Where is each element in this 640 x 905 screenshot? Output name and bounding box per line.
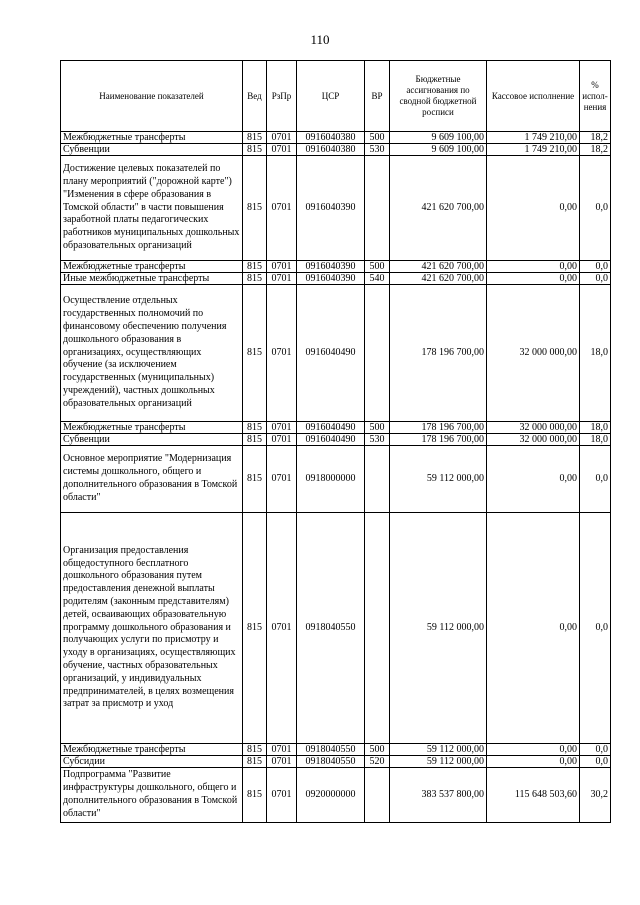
row-vr: 500 <box>365 422 390 434</box>
row-csr: 0920000000 <box>297 768 365 823</box>
row-pct: 18,0 <box>580 434 611 446</box>
row-cash: 0,00 <box>487 756 580 768</box>
row-ved: 815 <box>243 446 267 513</box>
row-name: Межбюджетные трансферты <box>61 261 243 273</box>
row-rzpr: 0701 <box>267 261 297 273</box>
header-pct: % испол-нения <box>580 61 611 132</box>
row-cash: 1 749 210,00 <box>487 144 580 156</box>
row-csr: 0916040490 <box>297 422 365 434</box>
budget-execution-table <box>60 60 611 823</box>
row-rzpr: 0701 <box>267 144 297 156</box>
row-ved: 815 <box>243 422 267 434</box>
row-rzpr: 0701 <box>267 446 297 513</box>
row-csr: 0918040550 <box>297 744 365 756</box>
table-row <box>61 261 611 273</box>
row-rzpr: 0701 <box>267 156 297 261</box>
table-row <box>61 273 611 285</box>
row-budget: 421 620 700,00 <box>390 261 487 273</box>
row-name: Межбюджетные трансферты <box>61 132 243 144</box>
row-ved: 815 <box>243 434 267 446</box>
row-cash: 0,00 <box>487 513 580 744</box>
row-vr: 520 <box>365 756 390 768</box>
row-cash: 0,00 <box>487 744 580 756</box>
row-budget: 59 112 000,00 <box>390 513 487 744</box>
row-budget: 421 620 700,00 <box>390 156 487 261</box>
row-budget: 178 196 700,00 <box>390 422 487 434</box>
row-cash: 0,00 <box>487 261 580 273</box>
row-pct: 18,2 <box>580 144 611 156</box>
header-row <box>61 61 611 132</box>
row-cash: 32 000 000,00 <box>487 285 580 422</box>
row-name: Иные межбюджетные трансферты <box>61 273 243 285</box>
header-name: Наименование показателей <box>61 61 243 132</box>
row-cash: 115 648 503,60 <box>487 768 580 823</box>
row-name: Субвенции <box>61 434 243 446</box>
row-name: Подпрограмма "Развитие инфраструктуры дошкольного, общего и дополнительного образования в Томской области" <box>61 768 243 823</box>
row-budget: 59 112 000,00 <box>390 756 487 768</box>
row-rzpr: 0701 <box>267 285 297 422</box>
row-ved: 815 <box>243 273 267 285</box>
header-budget: Бюджетные ассигнования по сводной бюджетной росписи <box>390 61 487 132</box>
table-row <box>61 768 611 823</box>
row-csr: 0916040490 <box>297 285 365 422</box>
row-ved: 815 <box>243 768 267 823</box>
row-ved: 815 <box>243 144 267 156</box>
header-rzpr: РзПр <box>267 61 297 132</box>
row-pct: 18,0 <box>580 422 611 434</box>
row-rzpr: 0701 <box>267 768 297 823</box>
row-csr: 0916040380 <box>297 132 365 144</box>
row-name: Межбюджетные трансферты <box>61 422 243 434</box>
row-name: Организация предоставления общедоступного бесплатного дошкольного образования путем предоставления денежной выплаты родителям (законным представителям) детей, осваивающих образовательную программу дошкольного образования и получающих услуги по присмотру и уходу в организациях, осуществляющих обучение, частных образовательных организаций, у индивидуальных предпринимателей, в целях возмещения затрат за присмотр и уход <box>61 513 243 744</box>
table-row <box>61 744 611 756</box>
row-name: Основное мероприятие "Модернизация системы дошкольного, общего и дополнительного образования в Томской области" <box>61 446 243 513</box>
row-name: Субсидии <box>61 756 243 768</box>
row-ved: 815 <box>243 261 267 273</box>
row-budget: 178 196 700,00 <box>390 434 487 446</box>
row-ved: 815 <box>243 285 267 422</box>
row-pct: 0,0 <box>580 756 611 768</box>
row-pct: 30,2 <box>580 768 611 823</box>
row-csr: 0916040390 <box>297 273 365 285</box>
row-ved: 815 <box>243 156 267 261</box>
row-vr: 500 <box>365 261 390 273</box>
row-csr: 0916040490 <box>297 434 365 446</box>
table-row <box>61 756 611 768</box>
row-rzpr: 0701 <box>267 422 297 434</box>
table-row <box>61 513 611 744</box>
row-cash: 0,00 <box>487 156 580 261</box>
row-cash: 32 000 000,00 <box>487 434 580 446</box>
row-ved: 815 <box>243 744 267 756</box>
table-row <box>61 156 611 261</box>
table-row <box>61 285 611 422</box>
row-budget: 178 196 700,00 <box>390 285 487 422</box>
row-csr: 0918000000 <box>297 446 365 513</box>
row-vr <box>365 513 390 744</box>
row-csr: 0916040390 <box>297 156 365 261</box>
header-vr: ВР <box>365 61 390 132</box>
row-pct: 18,0 <box>580 285 611 422</box>
row-csr: 0918040550 <box>297 513 365 744</box>
row-cash: 32 000 000,00 <box>487 422 580 434</box>
row-pct: 0,0 <box>580 446 611 513</box>
row-vr: 530 <box>365 144 390 156</box>
row-vr: 500 <box>365 132 390 144</box>
row-pct: 0,0 <box>580 273 611 285</box>
row-rzpr: 0701 <box>267 273 297 285</box>
row-vr: 500 <box>365 744 390 756</box>
row-budget: 383 537 800,00 <box>390 768 487 823</box>
row-pct: 18,2 <box>580 132 611 144</box>
row-ved: 815 <box>243 756 267 768</box>
row-pct: 0,0 <box>580 744 611 756</box>
row-pct: 0,0 <box>580 156 611 261</box>
row-rzpr: 0701 <box>267 132 297 144</box>
header-cash: Кассовое исполнение <box>487 61 580 132</box>
row-vr: 540 <box>365 273 390 285</box>
row-csr: 0918040550 <box>297 756 365 768</box>
row-vr <box>365 768 390 823</box>
row-rzpr: 0701 <box>267 513 297 744</box>
table-row <box>61 446 611 513</box>
table-row <box>61 434 611 446</box>
row-rzpr: 0701 <box>267 434 297 446</box>
row-budget: 9 609 100,00 <box>390 144 487 156</box>
row-budget: 59 112 000,00 <box>390 446 487 513</box>
table-row <box>61 422 611 434</box>
row-budget: 9 609 100,00 <box>390 132 487 144</box>
table-row <box>61 144 611 156</box>
row-csr: 0916040380 <box>297 144 365 156</box>
row-name: Межбюджетные трансферты <box>61 744 243 756</box>
row-ved: 815 <box>243 513 267 744</box>
row-budget: 421 620 700,00 <box>390 273 487 285</box>
row-pct: 0,0 <box>580 513 611 744</box>
row-name: Субвенции <box>61 144 243 156</box>
row-rzpr: 0701 <box>267 756 297 768</box>
row-name <box>61 156 243 261</box>
row-vr <box>365 446 390 513</box>
row-cash: 1 749 210,00 <box>487 132 580 144</box>
row-vr: 530 <box>365 434 390 446</box>
row-ved: 815 <box>243 132 267 144</box>
row-budget: 59 112 000,00 <box>390 744 487 756</box>
page-number: 110 <box>310 32 330 47</box>
header-ved: Вед <box>243 61 267 132</box>
row-cash: 0,00 <box>487 446 580 513</box>
row-name-text: Достижение целевых показателей по плану мероприятий ("дорожной карте") "Изменения в сфере образования в Томской области" в части повышения заработной платы педагогических работников муниципальных дошкольных образовательных организаций <box>63 163 240 251</box>
row-vr <box>365 285 390 422</box>
row-cash: 0,00 <box>487 273 580 285</box>
row-rzpr: 0701 <box>267 744 297 756</box>
table-row <box>61 132 611 144</box>
row-name: Осуществление отдельных государственных полномочий по финансовому обеспечению получения дошкольного образования в организациях, осуществляющих обучение (за исключением государственных (муниципальных) учреждений), частных дошкольных образовательных организаций <box>61 285 243 422</box>
header-csr: ЦСР <box>297 61 365 132</box>
row-csr: 0916040390 <box>297 261 365 273</box>
row-pct: 0,0 <box>580 261 611 273</box>
row-vr <box>365 156 390 261</box>
